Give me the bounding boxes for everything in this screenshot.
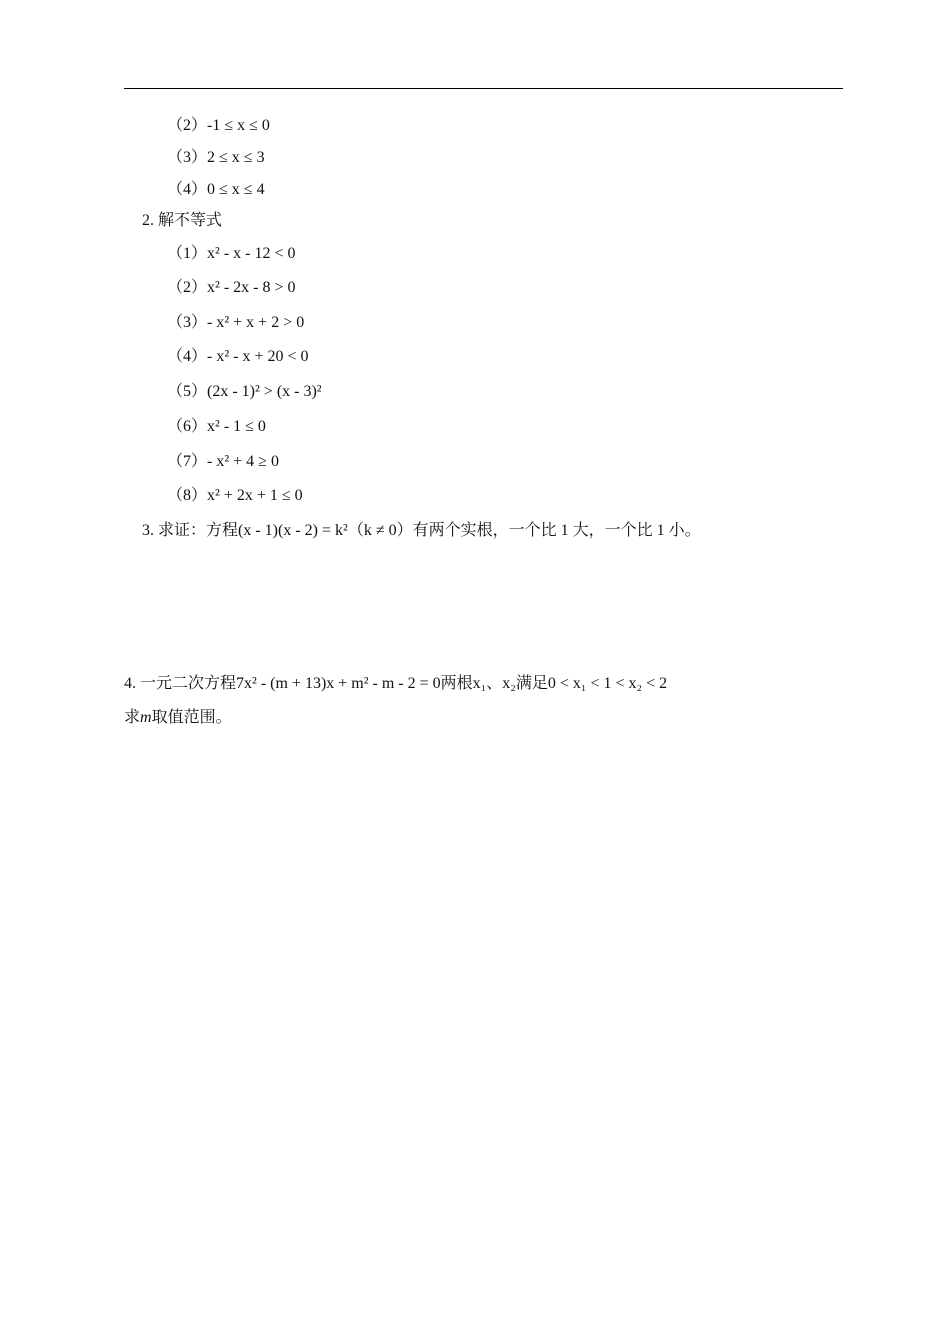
q4-equation: 7x² - (m + 13)x + m² - m - 2 = 0 <box>236 675 441 692</box>
q4-variable-m: m <box>140 709 152 726</box>
q4-prefix: 4. 一元二次方程 <box>124 675 237 692</box>
q4-text-roots: 两根 <box>440 675 473 692</box>
inequality-expression: (2x - 1)² > (x - 3)² <box>207 383 322 400</box>
q1-item-3 <box>167 148 265 168</box>
inequality-expression: - x² + 4 ≥ 0 <box>207 453 279 470</box>
inequality-expression: - x² - x + 20 < 0 <box>207 348 309 365</box>
inequality-expression: x² - x - 12 < 0 <box>207 245 296 262</box>
item-number: （6） <box>167 418 208 435</box>
inequality-expression: 2 ≤ x ≤ 3 <box>207 149 265 166</box>
q1-item-2 <box>167 116 270 136</box>
q2-item-8 <box>167 486 303 506</box>
inequality-expression: 0 ≤ x ≤ 4 <box>207 181 265 198</box>
q4-line2-suffix: 取值范围。 <box>151 709 232 726</box>
q2-title: 2. 解不等式 <box>142 212 223 229</box>
item-number: （4） <box>167 181 208 198</box>
q3-condition: （k ≠ 0） <box>347 522 413 539</box>
inequality-expression: x² - 2x - 8 > 0 <box>207 279 296 296</box>
q3-suffix: 有两个实根，一个比 1 大，一个比 1 小。 <box>412 522 701 539</box>
item-number: （5） <box>167 383 208 400</box>
q4-separator: 、 <box>486 675 503 692</box>
q4-root-2: x₂ <box>502 675 516 692</box>
item-number: （3） <box>167 314 208 331</box>
q3-statement <box>142 521 701 541</box>
inequality-expression: x² - 1 ≤ 0 <box>207 418 266 435</box>
q2-item-7 <box>167 452 279 472</box>
q4-line2-prefix: 求 <box>124 709 141 726</box>
inequality-expression: x² + 2x + 1 ≤ 0 <box>207 487 303 504</box>
q2-item-2 <box>167 278 296 298</box>
q4-statement-line2 <box>124 708 232 728</box>
item-number: （2） <box>167 279 208 296</box>
q4-root-1: x₁ <box>472 675 487 692</box>
item-number: （1） <box>167 245 208 262</box>
inequality-expression: -1 ≤ x ≤ 0 <box>207 117 270 134</box>
q3-equation: (x - 1)(x - 2) = k² <box>238 522 348 539</box>
item-number: （4） <box>167 348 208 365</box>
q2-item-5 <box>167 382 322 402</box>
inequality-expression: - x² + x + 2 > 0 <box>207 314 305 331</box>
q4-statement <box>124 674 667 694</box>
item-number: （7） <box>167 453 208 470</box>
q4-text-satisfy: 满足 <box>515 675 548 692</box>
q2-item-4 <box>167 347 309 367</box>
item-number: （2） <box>167 117 208 134</box>
q2-item-1 <box>167 244 296 264</box>
q3-prefix: 3. 求证：方程 <box>142 522 239 539</box>
q2-item-6 <box>167 417 266 437</box>
item-number: （3） <box>167 149 208 166</box>
q4-condition: 0 < x₁ < 1 < x₂ < 2 <box>547 675 668 692</box>
header-rule <box>124 88 843 89</box>
q2-item-3 <box>167 313 304 333</box>
q1-item-4 <box>167 180 265 200</box>
item-number: （8） <box>167 487 208 504</box>
